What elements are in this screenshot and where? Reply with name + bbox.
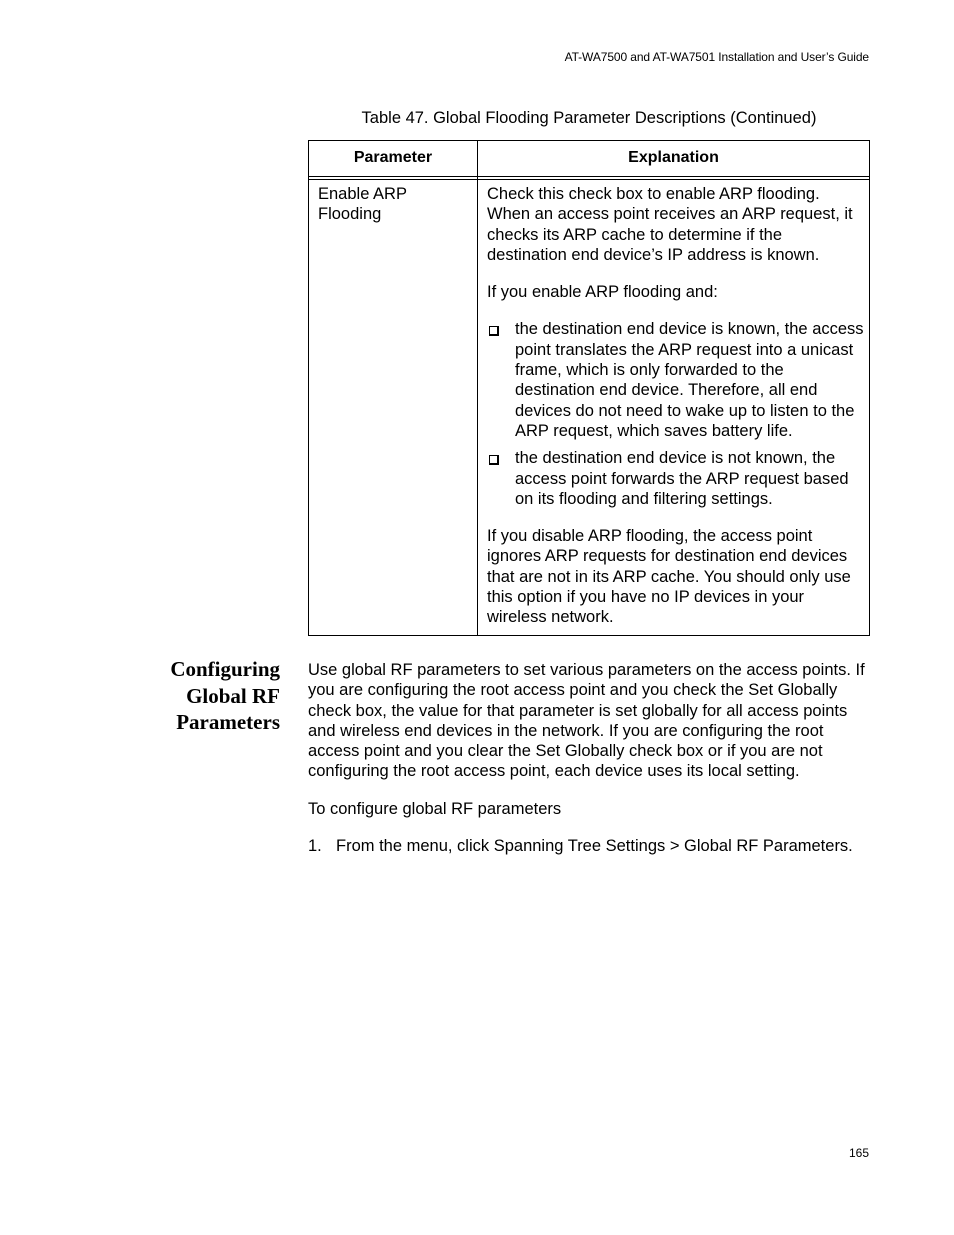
procedure-step: [308, 836, 874, 856]
explanation-bullet-list: [487, 319, 865, 509]
page-number: 165: [848, 1146, 869, 1160]
explanation-outro: If you disable ARP flooding, the access point ignores ARP requests for destination end devices that are not in its ARP cache. You should only use this option if you have no IP devices in your wireless network.: [487, 527, 851, 627]
header-rule: [309, 176, 869, 180]
list-item: [487, 319, 865, 441]
section-heading-line: Parameters: [176, 710, 280, 734]
parameter-table: [308, 140, 870, 636]
section-heading: [120, 656, 280, 736]
checkbox-square-icon: [489, 326, 499, 336]
list-item: [487, 448, 865, 509]
explanation-cell: [487, 184, 865, 645]
procedure-steps: [308, 836, 874, 856]
explanation-intro: Check this check box to enable ARP flooding. When an access point receives an ARP request, it checks its ARP cache to determine if the destination end device’s IP address is known.: [487, 185, 853, 264]
parameter-cell: Enable ARP Flooding: [318, 185, 407, 224]
running-header: AT-WA7500 and AT-WA7501 Installation and User’s Guide: [564, 50, 869, 64]
section-heading-line: Configuring: [170, 657, 280, 681]
explanation-lead: If you enable ARP flooding and:: [487, 283, 718, 302]
column-header-parameter: Parameter: [353, 149, 433, 166]
section-paragraph: Use global RF parameters to set various parameters on the access points. If you are configuring the root access point and you check the Set Globally check box, the value for that parameter is set globally for all access points and wireless end devices in the network. If you are configuring the root access point and you clear the Set Globally check box or if you are not configuring the root access point, each device uses its local setting.: [308, 661, 865, 781]
section-heading-line: Global RF: [186, 683, 280, 708]
table-caption: Table 47. Global Flooding Parameter Descriptions (Continued): [361, 109, 817, 127]
step-text: From the menu, click Spanning Tree Settings > Global RF Parameters.: [336, 837, 853, 856]
column-divider: [477, 141, 478, 635]
step-number: 1.: [308, 837, 322, 856]
bullet-text: the destination end device is known, the access point translates the ARP request into a unicast frame, which is only forwarded to the destination end device. Therefore, all end devices do not need to wake up to listen to the ARP request, which saves battery life.: [515, 320, 864, 440]
column-header-explanation: Explanation: [628, 149, 719, 166]
section-body: [308, 660, 874, 856]
procedure-intro: To configure global RF parameters: [308, 799, 562, 818]
checkbox-square-icon: [489, 455, 499, 465]
bullet-text: the destination end device is not known, the access point forwards the ARP request based on its flooding and filtering settings.: [515, 449, 849, 508]
